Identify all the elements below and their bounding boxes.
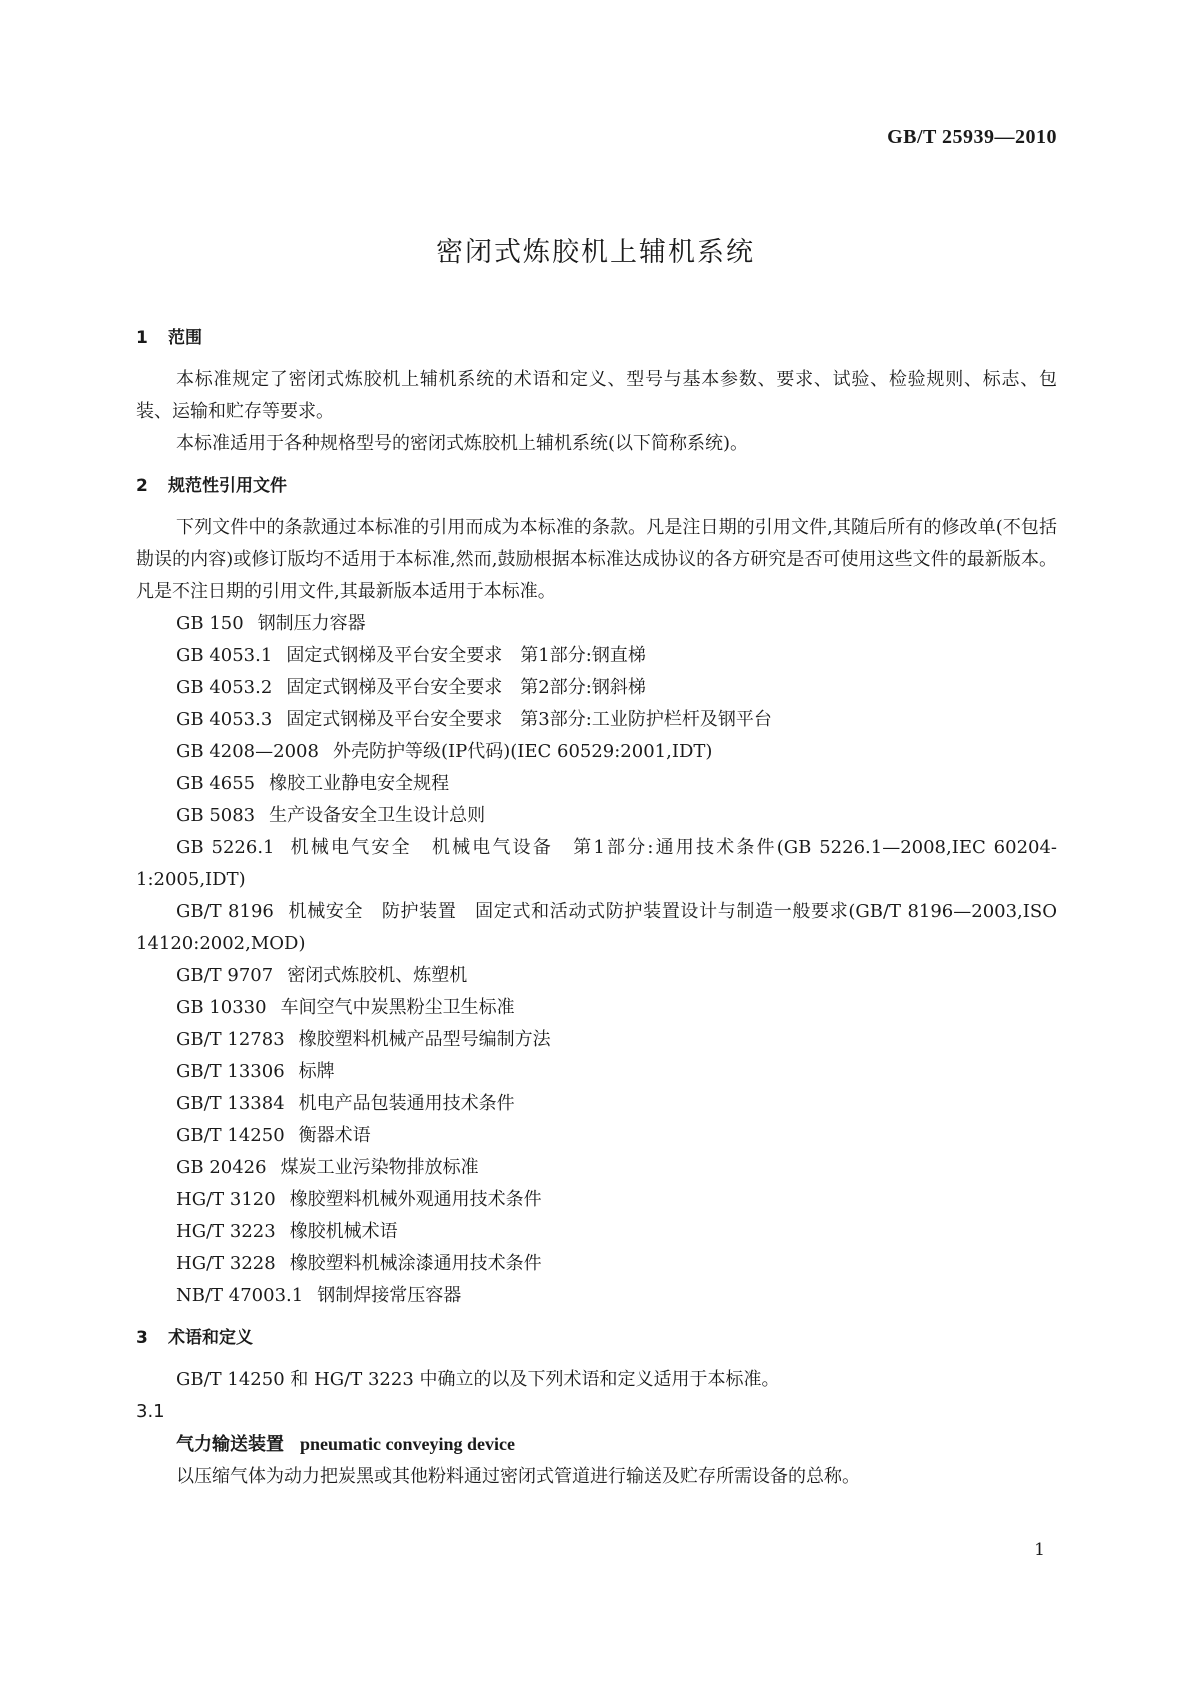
reference-item	[136, 1184, 1057, 1216]
section-heading-terms-and-definitions	[136, 1322, 1057, 1354]
reference-code: GB 4053.3	[176, 709, 273, 730]
reference-item	[136, 1024, 1057, 1056]
reference-item	[136, 896, 1057, 960]
reference-item	[136, 1280, 1057, 1312]
document-title: 密闭式炼胶机上辅机系统	[436, 237, 755, 268]
section-title: 范围	[168, 328, 202, 348]
reference-title: 机电产品包装通用技术条件	[298, 1093, 515, 1114]
reference-item	[136, 1216, 1057, 1248]
reference-code: GB 5226.1	[176, 837, 275, 858]
reference-item	[136, 768, 1057, 800]
reference-title: 煤炭工业污染物排放标准	[280, 1157, 479, 1178]
term-title-zh: 气力输送装置	[176, 1434, 284, 1455]
paragraph: GB/T 14250 和 HG/T 3223 中确立的以及下列术语和定义适用于本标准。	[176, 1369, 780, 1390]
reference-title: 外壳防护等级(IP代码)(IEC 60529:2001,IDT)	[332, 741, 713, 762]
reference-list	[136, 608, 1057, 1312]
reference-item	[136, 832, 1057, 896]
paragraph: 下列文件中的条款通过本标准的引用而成为本标准的条款。凡是注日期的引用文件,其随后所有的修改单(不包括勘误的内容)或修订版均不适用于本标准,然而,鼓励根据本标准达成协议的各方研究是否可使用这些文件的最新版本。凡是不注日期的引用文件,其最新版本适用于本标准。	[136, 517, 1057, 602]
reference-code: NB/T 47003.1	[176, 1285, 304, 1306]
reference-title: 钢制压力容器	[257, 613, 366, 634]
document-body	[136, 322, 1057, 1493]
reference-item	[136, 672, 1057, 704]
reference-title: 橡胶工业静电安全规程	[269, 773, 450, 794]
reference-code: GB 20426	[176, 1157, 267, 1178]
section-title: 术语和定义	[168, 1328, 253, 1348]
reference-item	[136, 608, 1057, 640]
reference-item	[136, 736, 1057, 768]
reference-code: GB 10330	[176, 997, 267, 1018]
term-definition: 以压缩气体为动力把炭黑或其他粉料通过密闭式管道进行输送及贮存所需设备的总称。	[176, 1466, 860, 1487]
reference-title: 机械电气安全 机械电气设备 第1部分:通用技术条件(GB 5226.1—2008,IEC 60204-1:2005,IDT)	[136, 837, 1058, 890]
reference-code: HG/T 3120	[176, 1189, 276, 1210]
reference-item	[136, 992, 1057, 1024]
reference-item	[136, 1248, 1057, 1280]
section-number: 3	[136, 1328, 148, 1348]
reference-item	[136, 1088, 1057, 1120]
reference-code: GB/T 13384	[176, 1093, 285, 1114]
reference-code: GB/T 12783	[176, 1029, 285, 1050]
reference-code: GB 4053.1	[176, 645, 273, 666]
reference-title: 固定式钢梯及平台安全要求 第3部分:工业防护栏杆及钢平台	[286, 709, 772, 730]
reference-item	[136, 704, 1057, 736]
reference-code: GB 150	[176, 613, 244, 634]
reference-title: 橡胶机械术语	[289, 1221, 398, 1242]
section-heading-scope	[136, 322, 1057, 354]
standard-code: GB/T 25939—2010	[887, 126, 1057, 148]
term-title-en: pneumatic conveying device	[300, 1434, 515, 1454]
reference-title: 橡胶塑料机械涂漆通用技术条件	[289, 1253, 542, 1274]
reference-code: GB 5083	[176, 805, 256, 826]
reference-title: 车间空气中炭黑粉尘卫生标准	[280, 997, 515, 1018]
reference-item	[136, 1120, 1057, 1152]
reference-code: HG/T 3228	[176, 1253, 276, 1274]
reference-title: 固定式钢梯及平台安全要求 第2部分:钢斜梯	[286, 677, 646, 698]
section-title: 规范性引用文件	[168, 476, 287, 496]
reference-item	[136, 1056, 1057, 1088]
reference-item	[136, 960, 1057, 992]
reference-title: 橡胶塑料机械产品型号编制方法	[298, 1029, 551, 1050]
reference-title: 钢制焊接常压容器	[317, 1285, 462, 1306]
reference-code: GB/T 14250	[176, 1125, 285, 1146]
reference-code: GB/T 9707	[176, 965, 274, 986]
reference-code: GB/T 8196	[176, 901, 274, 922]
section-number: 2	[136, 476, 148, 496]
reference-title: 密闭式炼胶机、炼塑机	[287, 965, 468, 986]
paragraph: 本标准规定了密闭式炼胶机上辅机系统的术语和定义、型号与基本参数、要求、试验、检验规则、标志、包装、运输和贮存等要求。	[136, 369, 1057, 422]
reference-title: 机械安全 防护装置 固定式和活动式防护装置设计与制造一般要求(GB/T 8196—2003,ISO 14120:2002,MOD)	[136, 901, 1057, 954]
reference-code: GB/T 13306	[176, 1061, 285, 1082]
reference-title: 标牌	[298, 1061, 335, 1082]
page-number: 1	[1034, 1540, 1045, 1560]
paragraph: 本标准适用于各种规格型号的密闭式炼胶机上辅机系统(以下简称系统)。	[176, 433, 749, 454]
section-heading-normative-references	[136, 470, 1057, 502]
reference-code: GB 4053.2	[176, 677, 273, 698]
term-title	[136, 1428, 1057, 1461]
reference-title: 衡器术语	[298, 1125, 371, 1146]
reference-item	[136, 1152, 1057, 1184]
reference-item	[136, 640, 1057, 672]
reference-title: 固定式钢梯及平台安全要求 第1部分:钢直梯	[286, 645, 646, 666]
section-number: 1	[136, 328, 148, 348]
reference-title: 橡胶塑料机械外观通用技术条件	[289, 1189, 542, 1210]
reference-code: GB 4655	[176, 773, 256, 794]
reference-title: 生产设备安全卫生设计总则	[269, 805, 486, 826]
reference-item	[136, 800, 1057, 832]
reference-code: HG/T 3223	[176, 1221, 276, 1242]
reference-code: GB 4208—2008	[176, 741, 319, 762]
term-number: 3.1	[136, 1401, 165, 1422]
